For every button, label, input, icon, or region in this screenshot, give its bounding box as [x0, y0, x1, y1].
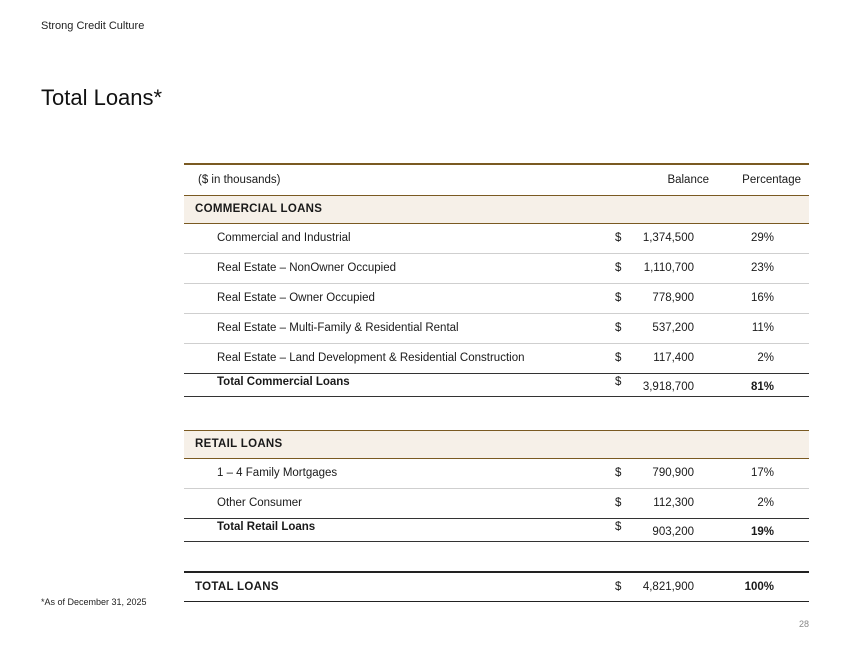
section-label: Strong Credit Culture: [41, 20, 145, 32]
row-balance: 112,300: [653, 497, 694, 509]
table-row: [184, 224, 809, 254]
table-header-row: [184, 163, 809, 196]
currency-symbol: $: [615, 521, 622, 533]
grand-total-label: TOTAL LOANS: [195, 581, 279, 593]
row-label: Other Consumer: [217, 497, 303, 509]
page-title: Total Loans*: [41, 85, 163, 110]
percentage-header: Percentage: [742, 174, 801, 186]
currency-symbol: $: [615, 232, 622, 244]
units-label: ($ in thousands): [198, 174, 281, 186]
row-balance: 1,374,500: [642, 232, 694, 244]
total-percentage: 19%: [750, 526, 774, 538]
footnote: *As of December 31, 2025: [41, 597, 147, 607]
row-label: Real Estate – NonOwner Occupied: [217, 262, 396, 274]
table-row: [184, 254, 809, 284]
currency-symbol: $: [615, 467, 622, 479]
balance-header: Balance: [667, 174, 709, 186]
commercial-loans-heading: [184, 196, 809, 224]
grand-total-row: [184, 571, 809, 602]
total-commercial-row: [184, 373, 809, 397]
total-label: Total Retail Loans: [217, 521, 316, 533]
category-title: RETAIL LOANS: [195, 438, 283, 450]
table-row: [184, 314, 809, 344]
row-balance: 778,900: [652, 292, 694, 304]
row-percentage: 2%: [757, 352, 774, 364]
section-spacer: [184, 542, 809, 571]
row-label: Real Estate – Owner Occupied: [217, 292, 375, 304]
grand-total-balance: 4,821,900: [642, 581, 694, 593]
currency-symbol: $: [615, 352, 622, 364]
table-row: [184, 489, 809, 518]
loans-table: [184, 163, 809, 602]
retail-loans-heading: [184, 430, 809, 459]
total-retail-row: [184, 518, 809, 542]
section-spacer: [184, 397, 809, 430]
row-label: Real Estate – Land Development & Residential Construction: [217, 352, 525, 364]
currency-symbol: $: [615, 262, 622, 274]
row-percentage: 17%: [750, 467, 774, 479]
row-percentage: 29%: [750, 232, 774, 244]
currency-symbol: $: [615, 322, 622, 334]
row-label: Commercial and Industrial: [217, 232, 351, 244]
table-row: [184, 459, 809, 489]
total-balance: 3,918,700: [642, 381, 694, 393]
row-percentage: 23%: [750, 262, 774, 274]
currency-symbol: $: [615, 497, 622, 509]
table-row: [184, 344, 809, 373]
currency-symbol: $: [615, 376, 622, 388]
row-balance: 1,110,700: [643, 262, 694, 274]
row-percentage: 2%: [757, 497, 774, 509]
table-row: [184, 284, 809, 314]
row-percentage: 16%: [750, 292, 774, 304]
row-label: Real Estate – Multi-Family & Residential Rental: [217, 322, 459, 334]
category-title: COMMERCIAL LOANS: [195, 203, 323, 215]
row-percentage: 11%: [751, 322, 774, 334]
currency-symbol: $: [615, 292, 622, 304]
row-balance: 537,200: [652, 322, 694, 334]
total-percentage: 81%: [750, 381, 774, 393]
grand-total-percentage: 100%: [744, 581, 774, 593]
row-balance: 117,400: [653, 352, 694, 364]
total-label: Total Commercial Loans: [217, 376, 350, 388]
currency-symbol: $: [615, 581, 622, 593]
page-number: 28: [798, 619, 809, 629]
row-label: 1 – 4 Family Mortgages: [217, 467, 338, 479]
row-balance: 790,900: [652, 467, 694, 479]
total-balance: 903,200: [652, 526, 694, 538]
